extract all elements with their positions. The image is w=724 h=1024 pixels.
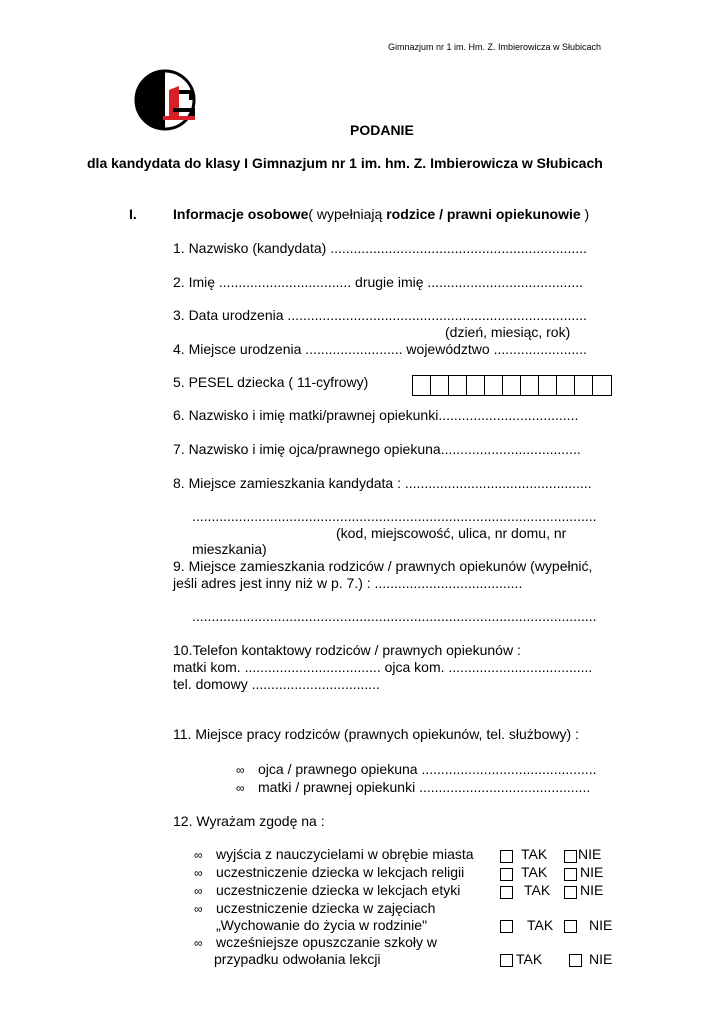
field-parents-residence-line[interactable]: ........................................................................................................ bbox=[192, 608, 597, 624]
pesel-digit-box[interactable] bbox=[467, 376, 485, 395]
field-residence-note2: mieszkania) bbox=[192, 541, 267, 557]
field-residence-line[interactable]: ........................................................................................................ bbox=[192, 508, 597, 524]
section-numeral: I. bbox=[129, 206, 137, 222]
consent-early-leave-label: wcześniejsze opuszczanie szkoły w bbox=[216, 934, 437, 950]
consent-religion-no-checkbox[interactable] bbox=[564, 868, 577, 881]
consent-trips-yes-checkbox[interactable] bbox=[500, 850, 513, 863]
consent-trips-yes-label: TAK bbox=[521, 846, 548, 862]
consent-ethics-no-label: NIE bbox=[580, 882, 604, 898]
document-subtitle: dla kandydata do klasy I Gimnazjum nr 1 im. hm. Z. Imbierowicza w Słubicach bbox=[87, 155, 603, 171]
consent-early-leave-label2: przypadku odwołania lekcji bbox=[214, 951, 381, 967]
pesel-digit-box[interactable] bbox=[575, 376, 593, 395]
field-phone-mobiles[interactable]: matki kom. ................................... ojca kom. ..................................... bbox=[173, 659, 593, 675]
pesel-digit-box[interactable] bbox=[431, 376, 449, 395]
document-title: PODANIE bbox=[350, 122, 414, 138]
bullet-icon: ∞ bbox=[194, 884, 203, 898]
consent-ethics-no-checkbox[interactable] bbox=[564, 886, 577, 899]
pesel-digit-box[interactable] bbox=[557, 376, 575, 395]
bullet-icon: ∞ bbox=[236, 763, 245, 777]
field-first-name[interactable]: 2. Imię .................................. drugie imię ........................................ bbox=[173, 274, 583, 290]
field-residence-note: (kod, miejscowość, ulica, nr domu, nr bbox=[336, 525, 567, 541]
section-heading-close: ) bbox=[580, 206, 590, 222]
bullet-icon: ∞ bbox=[194, 848, 203, 862]
consent-trips-no-label: NIE bbox=[578, 846, 602, 862]
field-workplace-mother[interactable]: matki / prawnej opiekunki ............................................ bbox=[258, 779, 591, 795]
field-consent-heading: 12. Wyrażam zgodę na : bbox=[173, 813, 325, 829]
field-surname[interactable]: 1. Nazwisko (kandydata) .................................................................. bbox=[173, 240, 587, 256]
field-workplace-father[interactable]: ojca / prawnego opiekuna ............................................. bbox=[258, 761, 597, 777]
bullet-icon: ∞ bbox=[236, 781, 245, 795]
school-logo bbox=[133, 66, 201, 134]
pesel-digit-box[interactable] bbox=[539, 376, 557, 395]
section-heading-bold: Informacje osobowe bbox=[173, 206, 309, 222]
consent-family-life-yes-label: TAK bbox=[527, 917, 554, 933]
field-pesel-label: 5. PESEL dziecka ( 11-cyfrowy) bbox=[173, 374, 369, 390]
field-workplace-heading: 11. Miejsce pracy rodziców (prawnych opiekunów, tel. służbowy) : bbox=[173, 726, 579, 742]
field-residence[interactable]: 8. Miejsce zamieszkania kandydata : ................................................ bbox=[173, 475, 592, 491]
field-birth-place[interactable]: 4. Miejsce urodzenia ......................... województwo ........................ bbox=[173, 341, 587, 357]
field-father-name[interactable]: 7. Nazwisko i imię ojca/prawnego opiekuna.................................... bbox=[173, 441, 581, 457]
pesel-digit-box[interactable] bbox=[593, 376, 611, 395]
consent-family-life-label2: „Wychowanie do życia w rodzinie" bbox=[216, 917, 428, 933]
consent-religion-yes-label: TAK bbox=[521, 864, 548, 880]
consent-trips-no-checkbox[interactable] bbox=[564, 850, 577, 863]
pesel-digit-box[interactable] bbox=[449, 376, 467, 395]
header-school-line: Gimnazjum nr 1 im. Hm. Z. Imbierowicza w Słubicach bbox=[388, 42, 602, 52]
section-heading-bold2: rodzice / prawni opiekunowie bbox=[386, 206, 581, 222]
consent-family-life-no-checkbox[interactable] bbox=[564, 920, 577, 933]
field-phone-home[interactable]: tel. domowy ................................. bbox=[173, 676, 380, 692]
consent-early-leave-yes-label: TAK bbox=[516, 951, 543, 967]
consent-family-life-label: uczestniczenie dziecka w zajęciach bbox=[216, 900, 436, 916]
consent-early-leave-no-checkbox[interactable] bbox=[569, 954, 582, 967]
consent-ethics-label: uczestniczenie dziecka w lekcjach etyki bbox=[216, 882, 461, 898]
consent-religion-no-label: NIE bbox=[580, 864, 604, 880]
bullet-icon: ∞ bbox=[194, 936, 203, 950]
consent-ethics-yes-label: TAK bbox=[524, 882, 551, 898]
pesel-digit-box[interactable] bbox=[485, 376, 503, 395]
pesel-digit-box[interactable] bbox=[503, 376, 521, 395]
consent-religion-label: uczestniczenie dziecka w lekcjach religii bbox=[216, 864, 465, 880]
field-birth-date[interactable]: 3. Data urodzenia ............................................................................. bbox=[173, 307, 587, 323]
consent-family-life-yes-checkbox[interactable] bbox=[500, 920, 513, 933]
pesel-digit-box[interactable] bbox=[413, 376, 431, 395]
field-parents-residence: 9. Miejsce zamieszkania rodziców / prawnych opiekunów (wypełnić, bbox=[173, 558, 593, 574]
consent-religion-yes-checkbox[interactable] bbox=[500, 868, 513, 881]
field-parents-residence-b[interactable]: jeśli adres jest inny niż w p. 7.) : ...................................... bbox=[173, 575, 523, 591]
bullet-icon: ∞ bbox=[194, 866, 203, 880]
pesel-digit-box[interactable] bbox=[521, 376, 539, 395]
consent-family-life-no-label: NIE bbox=[589, 917, 613, 933]
consent-ethics-yes-checkbox[interactable] bbox=[500, 886, 513, 899]
consent-trips-label: wyjścia z nauczycielami w obrębie miasta bbox=[216, 846, 474, 862]
section-heading bbox=[173, 206, 589, 223]
section-heading-open: ( wypełniają bbox=[308, 206, 387, 222]
field-birth-date-note: (dzień, miesiąc, rok) bbox=[445, 324, 571, 340]
consent-early-leave-no-label: NIE bbox=[589, 951, 613, 967]
bullet-icon: ∞ bbox=[194, 902, 203, 916]
consent-early-leave-yes-checkbox[interactable] bbox=[500, 954, 513, 967]
pesel-boxes[interactable] bbox=[412, 375, 612, 396]
field-phone-heading: 10.Telefon kontaktowy rodziców / prawnych opiekunów : bbox=[173, 642, 521, 658]
field-mother-name[interactable]: 6. Nazwisko i imię matki/prawnej opiekunki.................................... bbox=[173, 407, 579, 423]
